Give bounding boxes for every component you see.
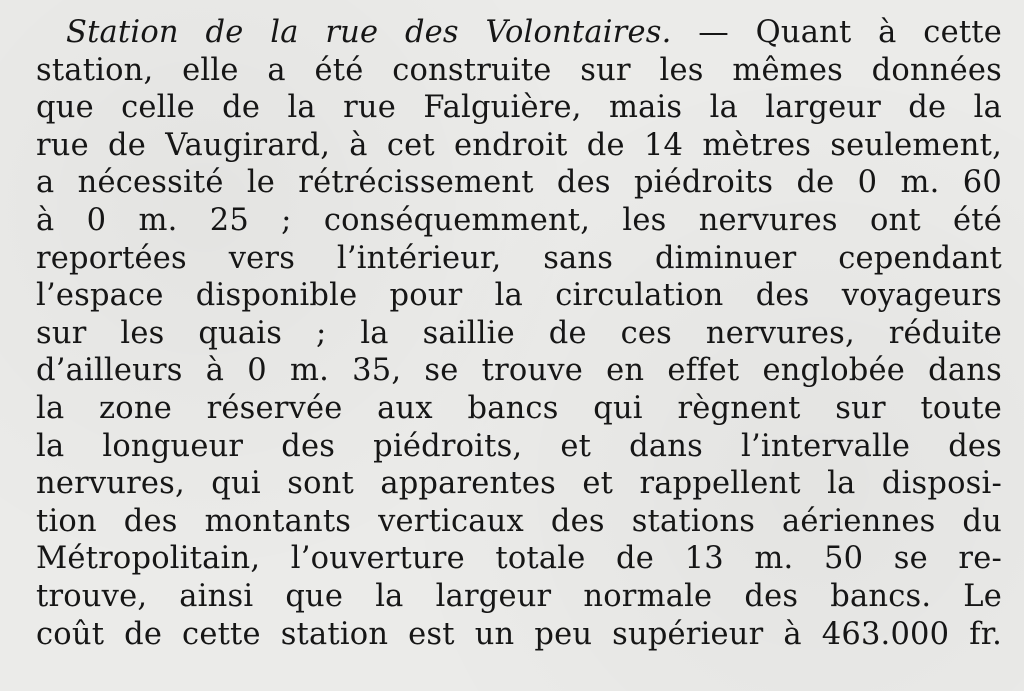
article-text [36,14,1002,653]
article-line: a nécessité le rétrécissement des piédroits de 0 m. 60 [36,165,1002,201]
article-line: à 0 m. 25 ; conséquemment, les nervures ont été [36,202,1003,238]
article-line: station, elle a été construite sur les mêmes données [36,52,1003,88]
article-line: sur les quais ; la saillie de ces nervures, réduite [36,315,1003,351]
article-line: trouve, ainsi que la largeur normale des bancs. Le [36,578,1003,614]
article-line: nervures, qui sont apparentes et rappellent la disposi- [36,466,1002,502]
article-first-line [36,14,1002,52]
article-line: Métropolitain, l’ouverture totale de 13 m. 50 se re- [36,541,1002,577]
article-line: d’ailleurs à 0 m. 35, se trouve en effet englobée dans [36,353,1002,389]
article-line: que celle de la rue Falguière, mais la largeur de la [36,90,1002,126]
article-line: reportées vers l’intérieur, sans diminuer cependant [36,240,1003,276]
article-line-last: coût de cette station est un peu supérieur à 463.000 fr. [36,616,1003,652]
article-heading-tail: — Quant à cette [671,15,1002,50]
article-line: tion des montants verticaux des stations aériennes du [36,503,1003,539]
article-line: la longueur des piédroits, et dans l’intervalle des [36,428,1003,464]
article-line: la zone réservée aux bancs qui règnent sur toute [36,390,1003,426]
article-line: rue de Vaugirard, à cet endroit de 14 mètres seulement, [36,127,1002,163]
article-heading: Station de la rue des Volontaires. [66,15,672,50]
article-line: l’espace disponible pour la circulation des voyageurs [36,278,1002,314]
